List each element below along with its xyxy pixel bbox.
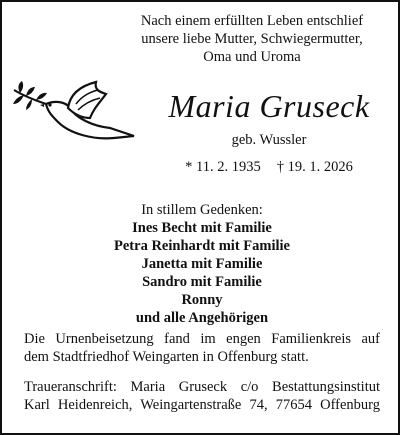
mourner-name: Ronny [181,292,223,308]
mourner-name: Ines Becht mit Familie [132,220,272,236]
mourners-block [2,201,400,327]
birth-date: * 11. 2. 1935 [185,159,261,175]
mourner-name: und alle Angehörigen [135,310,269,326]
deceased-name: Maria Gruseck [168,88,370,124]
address-line: Karl Heidenreich, Weingartenstraße 74, 77654 Offenburg [24,397,380,413]
dove-with-olive-branch-icon [10,78,136,142]
intro-text [122,12,382,66]
life-dates [144,158,394,176]
address-line: Traueranschrift: Maria Gruseck c/o Bestattungsinstitut [24,379,380,395]
burial-paragraph [24,330,380,366]
mourner-name: Janetta mit Familie [141,256,263,272]
burial-line: dem Stadtfriedhof Weingarten in Offenburg statt. [24,349,309,365]
burial-line: Die Urnenbeisetzung fand im engen Familienkreis auf [24,331,380,347]
death-date: † 19. 1. 2026 [276,159,353,175]
intro-line: unsere liebe Mutter, Schwiegermutter, [141,31,363,47]
intro-line: Nach einem erfüllten Leben entschlief [140,13,364,29]
mourner-name: Sandro mit Familie [142,274,262,290]
maiden-name: geb. Wussler [231,132,307,148]
mourner-name: Petra Reinhardt mit Familie [114,238,290,254]
mourners-heading: In stillem Gedenken: [141,202,263,218]
intro-line: Oma und Uroma [203,49,301,65]
address-paragraph [24,378,380,414]
